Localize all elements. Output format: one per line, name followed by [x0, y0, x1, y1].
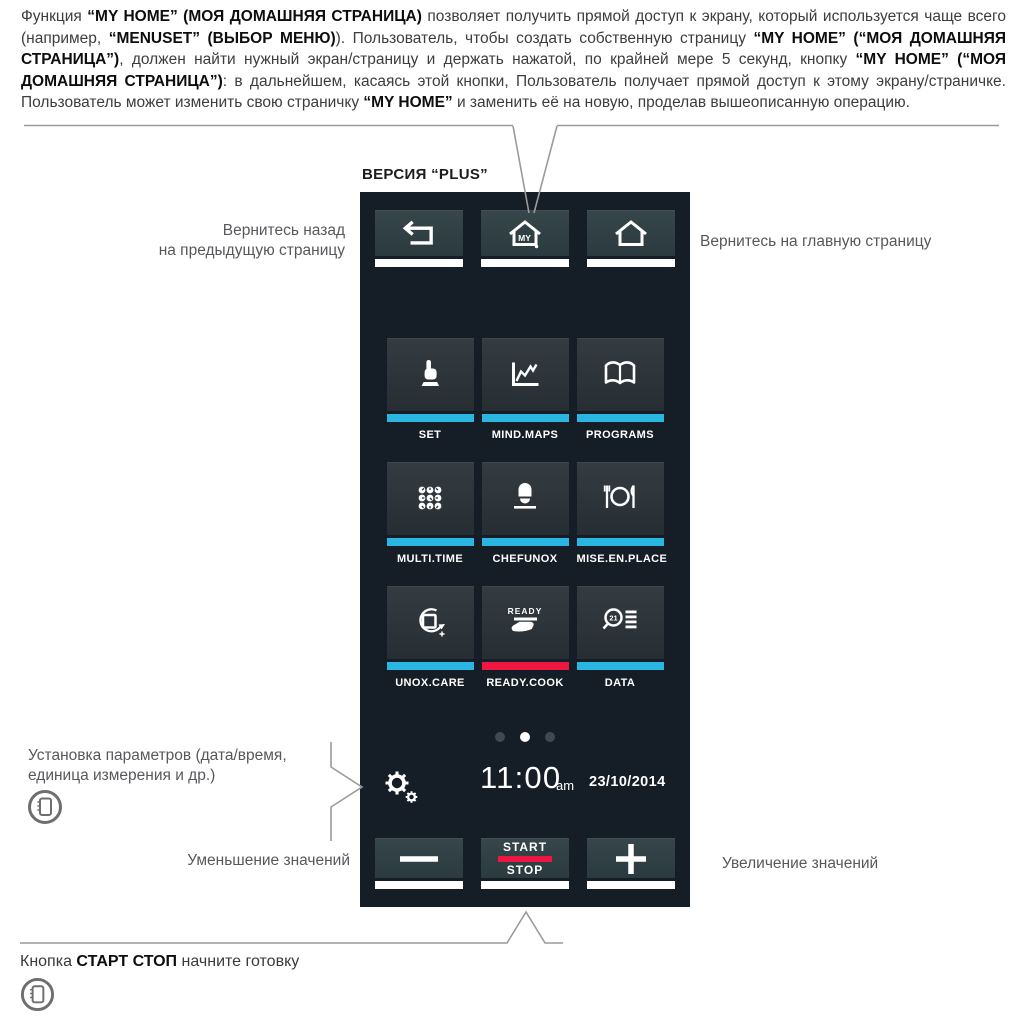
tile-ready-cook-bar — [482, 662, 569, 670]
home-button-underline — [587, 259, 675, 267]
tile-chefunox[interactable] — [482, 462, 569, 565]
rotate-square-icon — [410, 603, 450, 643]
home-button[interactable] — [587, 210, 675, 267]
oven-touchscreen-panel — [360, 192, 690, 907]
tile-mise-en-place[interactable] — [576, 462, 668, 565]
page-dot[interactable] — [495, 732, 505, 742]
tile-mind-maps-bar — [482, 414, 569, 422]
minus-icon — [396, 849, 442, 869]
start-stop-button-underline — [481, 881, 569, 889]
back-button-underline — [375, 259, 463, 267]
settings-button[interactable] — [382, 768, 420, 811]
tile-mise-en-place-bar — [577, 538, 664, 546]
tile-set-label: SET — [418, 429, 442, 441]
clock-meridiem: am — [556, 778, 575, 793]
menu-grid-row-3 — [360, 586, 690, 689]
tile-data-bar — [577, 662, 664, 670]
tile-chefunox-label: CHEFUNOX — [492, 553, 558, 565]
my-home-icon — [504, 218, 546, 250]
tile-programs-label: PROGRAMS — [586, 429, 654, 441]
tile-unox-care[interactable] — [387, 586, 474, 689]
tile-multi-time-bar — [387, 538, 474, 546]
decrease-button[interactable] — [375, 838, 463, 889]
menu-grid-row-1 — [360, 338, 690, 441]
tile-unox-care-bar — [387, 662, 474, 670]
tile-programs[interactable] — [577, 338, 664, 441]
gear-icon — [382, 768, 420, 806]
clock-date[interactable]: 23/10/2014 — [589, 774, 666, 790]
home-annotation: Вернитесь на главную страницу — [700, 233, 932, 250]
increase-button[interactable] — [587, 838, 675, 889]
version-label: ВЕРСИЯ “PLUS” — [362, 166, 488, 183]
increase-button-underline — [587, 881, 675, 889]
magnifier-list-icon — [600, 603, 640, 643]
page-indicator — [360, 732, 690, 742]
page-dot[interactable] — [545, 732, 555, 742]
ready-hand-icon — [503, 603, 547, 643]
notebook-circle-icon — [19, 976, 56, 1013]
tile-programs-bar — [577, 414, 664, 422]
tile-mise-en-place-label: MISE.EN.PLACE — [576, 553, 668, 565]
open-book-icon — [600, 355, 640, 395]
start-stop-caption: Кнопка СТАРТ СТОП начните готовку — [20, 953, 300, 970]
my-home-button-underline — [481, 259, 569, 267]
intro-paragraph: Функция “MY HOME” (МОЯ ДОМАШНЯЯ СТРАНИЦА) позволяет получить прямой доступ к экрану, который используется чаще всего (например, “MENUSET” (ВЫБОР МЕНЮ)). Пользователь, чтобы создать собственную страницу “MY HOME” (“МОЯ ДОМАШНЯЯ СТРАНИЦА”), должен найти нужный экран/страницу и держать нажатой, по крайней мере 5 секунд, кнопку “MY HOME” (“МОЯ ДОМАШНЯЯ СТРАНИЦА”): в дальнейшем, касаясь этой кнопки, Пользователь получает прямой доступ к этому экрану/страничке. Пользователь может изменить свою страничку “MY HOME” и заменить её на новую, проделав вышеописанную операцию. — [21, 8, 1006, 111]
multi-clock-icon — [410, 479, 450, 519]
start-label: START — [502, 839, 548, 854]
touch-hand-icon — [410, 355, 450, 395]
tile-mind-maps-label: MIND.MAPS — [491, 429, 559, 441]
magnifier-number: 21 — [609, 613, 618, 623]
tile-ready-cook[interactable] — [482, 586, 569, 689]
settings-annotation: Установка параметров (дата/время, единица измерения и др.) — [28, 747, 287, 784]
decrease-button-underline — [375, 881, 463, 889]
tile-multi-time-label: MULTI.TIME — [396, 553, 464, 565]
tile-ready-cook-label: READY.COOK — [486, 677, 564, 689]
ready-text: READY — [507, 606, 543, 616]
back-annotation: Вернитесь назад на предыдущую страницу — [158, 222, 345, 259]
plus-icon — [612, 840, 650, 878]
back-button[interactable] — [375, 210, 463, 267]
page-dot-active[interactable] — [520, 732, 530, 742]
start-stop-red-bar — [498, 856, 552, 862]
home-icon — [610, 218, 652, 250]
tile-data-label: DATA — [604, 677, 636, 689]
tile-set[interactable] — [387, 338, 474, 441]
my-home-label: MY — [518, 232, 531, 243]
tile-multi-time[interactable] — [387, 462, 474, 565]
tile-data[interactable] — [577, 586, 664, 689]
plate-cutlery-icon — [600, 479, 640, 519]
nav-button-row — [360, 210, 690, 267]
chef-icon — [505, 479, 545, 519]
menu-grid-row-2 — [360, 462, 690, 565]
back-arrow-icon — [400, 220, 438, 248]
my-home-button[interactable] — [481, 210, 569, 267]
increase-annotation: Увеличение значений — [722, 855, 879, 872]
line-chart-icon — [505, 355, 545, 395]
tile-set-bar — [387, 414, 474, 422]
tile-chefunox-bar — [482, 538, 569, 546]
start-stop-button[interactable] — [481, 838, 569, 889]
tile-unox-care-label: UNOX.CARE — [395, 677, 465, 689]
notebook-circle-icon — [26, 788, 64, 826]
control-button-row — [360, 838, 690, 889]
clock-time[interactable]: 11:00 — [480, 760, 562, 795]
decrease-annotation: Уменьшение значений — [187, 852, 350, 869]
stop-label: STOP — [506, 862, 544, 877]
tile-mind-maps[interactable] — [482, 338, 569, 441]
